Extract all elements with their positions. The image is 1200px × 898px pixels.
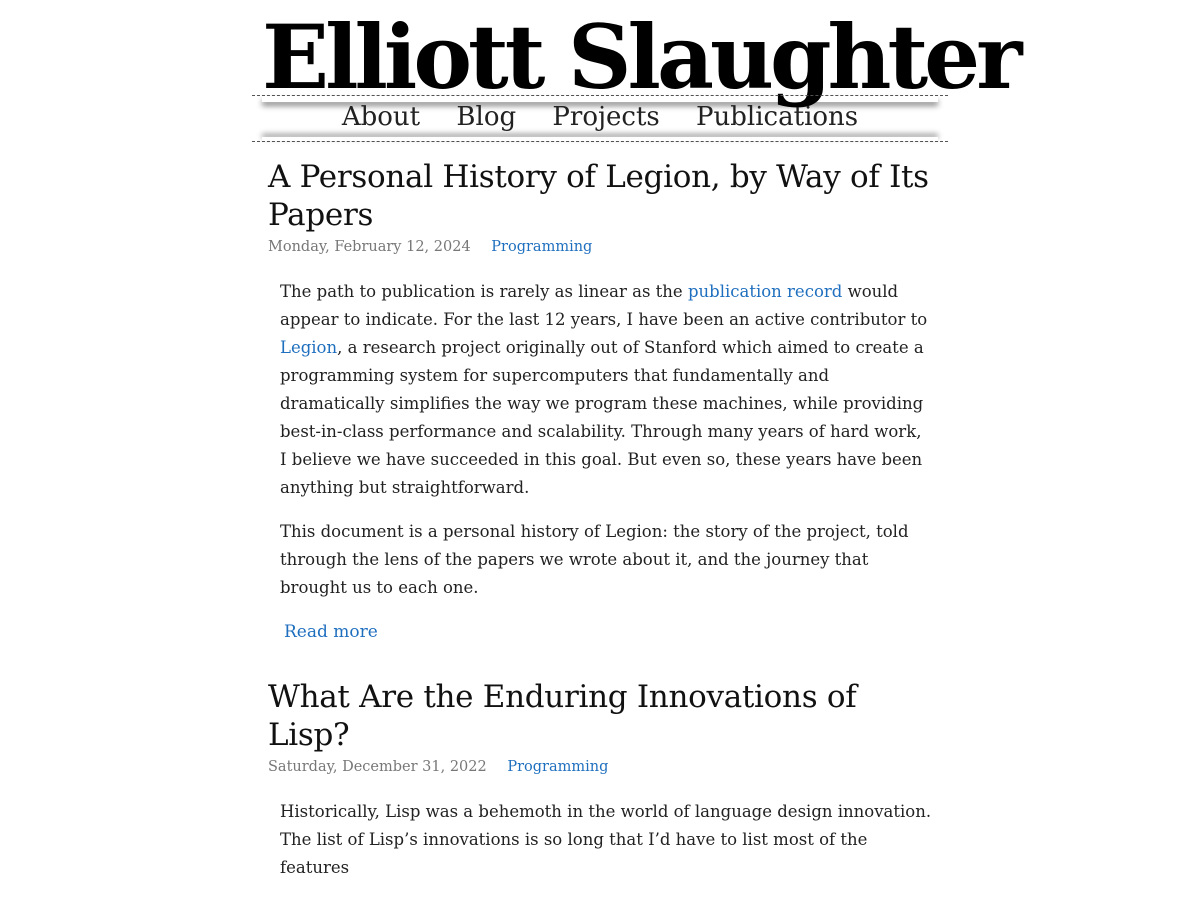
blog-post bbox=[268, 678, 932, 882]
paragraph-text: The path to publication is rarely as linear as the bbox=[280, 282, 688, 301]
post-body bbox=[280, 798, 932, 882]
site-title[interactable]: Elliott Slaughter bbox=[262, 5, 1019, 109]
post-title[interactable]: What Are the Enduring Innovations of Lisp? bbox=[268, 679, 857, 753]
nav-shadow-bottom bbox=[262, 137, 938, 141]
post-category-link[interactable]: Programming bbox=[491, 239, 593, 255]
nav-item-publications[interactable]: Publications bbox=[696, 102, 859, 132]
post-date: Monday, February 12, 2024 bbox=[268, 239, 471, 255]
post-meta bbox=[268, 757, 932, 777]
blog-content bbox=[268, 158, 932, 898]
post-meta bbox=[268, 237, 932, 257]
post-date: Saturday, December 31, 2022 bbox=[268, 759, 487, 775]
nav-item-blog[interactable]: Blog bbox=[456, 102, 517, 132]
publication-record-link[interactable]: publication record bbox=[687, 282, 843, 301]
post-category-link[interactable]: Programming bbox=[507, 759, 609, 775]
paragraph-text: , a research project originally out of Stanford which aimed to create a programming system for supercomputers that fundamentally and dramatically simplifies the way we program these machines, while providing best-in-class performance and scalability. Through many years of hard work, I believe we have succeeded in this goal. But even so, these years have been anything but straightforward. bbox=[280, 338, 924, 497]
post-paragraph: This document is a personal history of Legion: the story of the project, told through the lens of the papers we wrote about it, and the journey that brought us to each one. bbox=[280, 522, 909, 597]
nav-item-projects[interactable]: Projects bbox=[552, 102, 660, 132]
nav-links bbox=[252, 100, 948, 134]
post-body bbox=[280, 278, 932, 646]
post-paragraph: Historically, Lisp was a behemoth in the world of language design innovation. The list of Lisp’s innovations is so long that I’d have to list most of the features bbox=[280, 802, 932, 877]
post-paragraph bbox=[280, 278, 932, 502]
nav-item-about[interactable]: About bbox=[341, 102, 421, 132]
legion-link[interactable]: Legion bbox=[280, 338, 338, 357]
paragraph-text: would appear to indicate. For the last 12 years, I have been an active contributor to bbox=[280, 282, 928, 329]
blog-post bbox=[268, 158, 932, 646]
main-nav bbox=[252, 95, 948, 142]
post-title[interactable]: A Personal History of Legion, by Way of Its Papers bbox=[268, 159, 929, 233]
read-more-link[interactable]: Read more bbox=[284, 622, 378, 642]
